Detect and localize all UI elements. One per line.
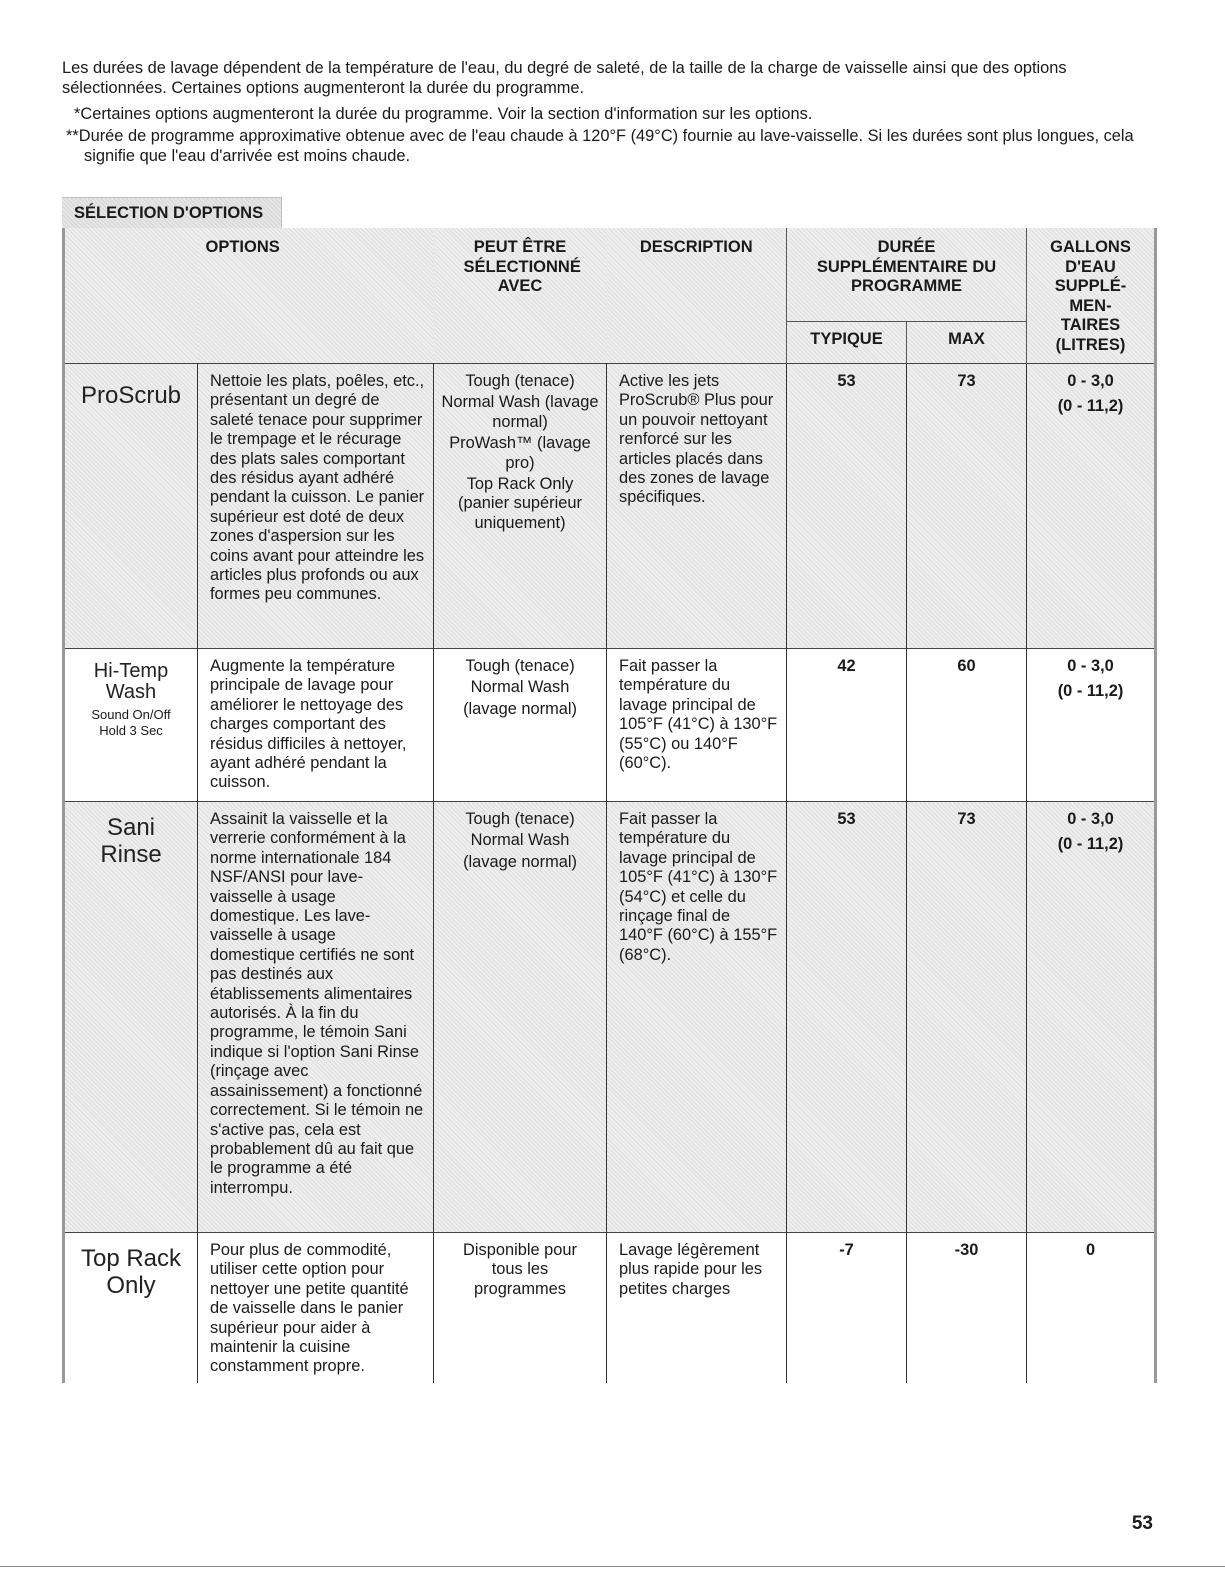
typical-value: 42 [787, 649, 907, 802]
header-gallons: GALLONS D'EAU SUPPLÉ- MEN- TAIRES (LITRES) [1027, 228, 1156, 364]
with-item: Normal Wash [470, 831, 570, 850]
max-value: -30 [907, 1233, 1027, 1383]
litres-value: (0 - 11,2) [1057, 397, 1124, 416]
table-row [64, 364, 1156, 649]
gallons-value: 0 [1085, 1241, 1096, 1259]
option-description: Lavage légèrement plus rapide pour les petites charges [607, 1233, 787, 1383]
with-item: (lavage normal) [463, 852, 577, 871]
option-name: Hi-Temp Wash [93, 660, 169, 703]
gallons-cell [1027, 802, 1156, 1233]
header-description: DESCRIPTION [607, 228, 787, 364]
intro-paragraph: Les durées de lavage dépendent de la température de l'eau, du degré de saleté, de la taille de la charge de vaisselle ainsi que des options sélectionnées. Certaines options augmenteront la durée du programme. [62, 59, 1067, 97]
max-value: 60 [907, 649, 1027, 802]
gallons-value: 0 - 3,0 [1067, 810, 1114, 828]
option-subtext-line: Hold 3 Sec [99, 723, 163, 738]
table-tab-title: SÉLECTION D'OPTIONS [62, 197, 282, 228]
litres-value: (0 - 11,2) [1057, 682, 1124, 701]
option-subtext-line: Sound On/Off [91, 707, 171, 722]
header-max: MAX [907, 322, 1027, 364]
footnote-2: **Durée de programme approximative obtenue avec de l'eau chaude à 120°F (49°C) fournie au lave-vaisselle. Si les durées sont plus longues, cela signifie que l'eau d'arrivée est moins chaude. [66, 127, 1134, 165]
option-with [434, 802, 607, 1233]
table-row [64, 1233, 1156, 1383]
option-name-cell [64, 364, 198, 649]
option-with [434, 364, 607, 649]
table-row [64, 802, 1156, 1233]
header-duration: DURÉE SUPPLÉMENTAIRE DU PROGRAMME [787, 228, 1027, 322]
header-options: OPTIONS [198, 228, 434, 364]
table-row [64, 649, 1156, 802]
typical-value: -7 [787, 1233, 907, 1383]
header-typical: TYPIQUE [787, 322, 907, 364]
gallons-cell [1027, 1233, 1156, 1383]
option-text: Pour plus de commodité, utiliser cette option pour nettoyer une petite quantité de vaisselle dans le panier supérieur pour aider à maintenir la cuisine constamment propre. [198, 1233, 434, 1383]
max-value: 73 [907, 802, 1027, 1233]
header-blank [64, 228, 198, 364]
with-item: ProWash™ (lavage pro) [449, 434, 591, 472]
option-text: Assainit la vaisselle et la verrerie conformément à la norme internationale 184 NSF/ANSI pour lave-vaisselle à usage domestique. Les lave-vaisselle à usage domestique certifiés ne sont pas destinés aux établissements alimentaires autorisés. À la fin du programme, le témoin Sani indique si l'option Sani Rinse (rinçage avec assainissement) a fonctionné correctement. Si le témoin ne s'active pas, cela est probablement dû au fait que le programme a été interrompu. [198, 802, 434, 1233]
bottom-rule [0, 1566, 1225, 1567]
option-text: Nettoie les plats, poêles, etc., présentant un degré de saleté tenace pour supprimer le trempage et le récurage des plats sales comportant des résidus ayant adhéré pendant la cuisson. Le panier supérieur est doté de deux zones d'aspersion sur les coins avant pour atteindre les articles plus profonds ou aux formes peu communes. [198, 364, 434, 649]
option-name-cell [64, 1233, 198, 1383]
litres-value: (0 - 11,2) [1057, 835, 1124, 854]
option-with [434, 649, 607, 802]
option-description: Fait passer la température du lavage principal de 105°F (41°C) à 130°F (55°C) ou 140°F (60°C). [607, 649, 787, 802]
page-number: 53 [1131, 1513, 1153, 1534]
header-with: PEUT ÊTRE SÉLECTIONNÉ AVEC [434, 228, 607, 364]
option-subtext [65, 707, 197, 739]
typical-value: 53 [787, 364, 907, 649]
footnote-1: *Certaines options augmenteront la durée du programme. Voir la section d'information sur les options. [74, 105, 813, 123]
option-name: Sani Rinse [100, 814, 162, 868]
option-name-cell [64, 802, 198, 1233]
with-item: Disponible pour tous les programmes [463, 1241, 577, 1298]
gallons-value: 0 - 3,0 [1067, 657, 1114, 675]
option-name: ProScrub [80, 382, 182, 409]
option-name-cell [64, 649, 198, 802]
gallons-value: 0 - 3,0 [1067, 372, 1114, 390]
option-text: Augmente la température principale de lavage pour améliorer le nettoyage des charges comportant des résidus difficiles à nettoyer, ayant adhéré pendant la cuisson. [198, 649, 434, 802]
with-item: Tough (tenace) [465, 810, 575, 828]
option-description: Fait passer la température du lavage principal de 105°F (41°C) à 130°F (54°C) et celle du rinçage final de 140°F (60°C) à 155°F (68°C). [607, 802, 787, 1233]
gallons-cell [1027, 364, 1156, 649]
with-item: Normal Wash [470, 678, 570, 697]
with-item: Top Rack Only (panier supérieur uniquement) [458, 475, 582, 532]
intro-text [62, 58, 1162, 168]
option-with [434, 1233, 607, 1383]
option-name: Top Rack Only [80, 1245, 182, 1299]
options-table [62, 228, 1157, 1383]
with-item: Tough (tenace) [465, 372, 575, 390]
with-item: Normal Wash (lavage normal) [441, 393, 599, 431]
typical-value: 53 [787, 802, 907, 1233]
with-item: (lavage normal) [463, 699, 577, 718]
gallons-cell [1027, 649, 1156, 802]
max-value: 73 [907, 364, 1027, 649]
options-table-container [62, 197, 1154, 1383]
with-item: Tough (tenace) [465, 657, 575, 675]
option-description: Active les jets ProScrub® Plus pour un pouvoir nettoyant renforcé sur les articles placés dans des zones de lavage spécifiques. [607, 364, 787, 649]
